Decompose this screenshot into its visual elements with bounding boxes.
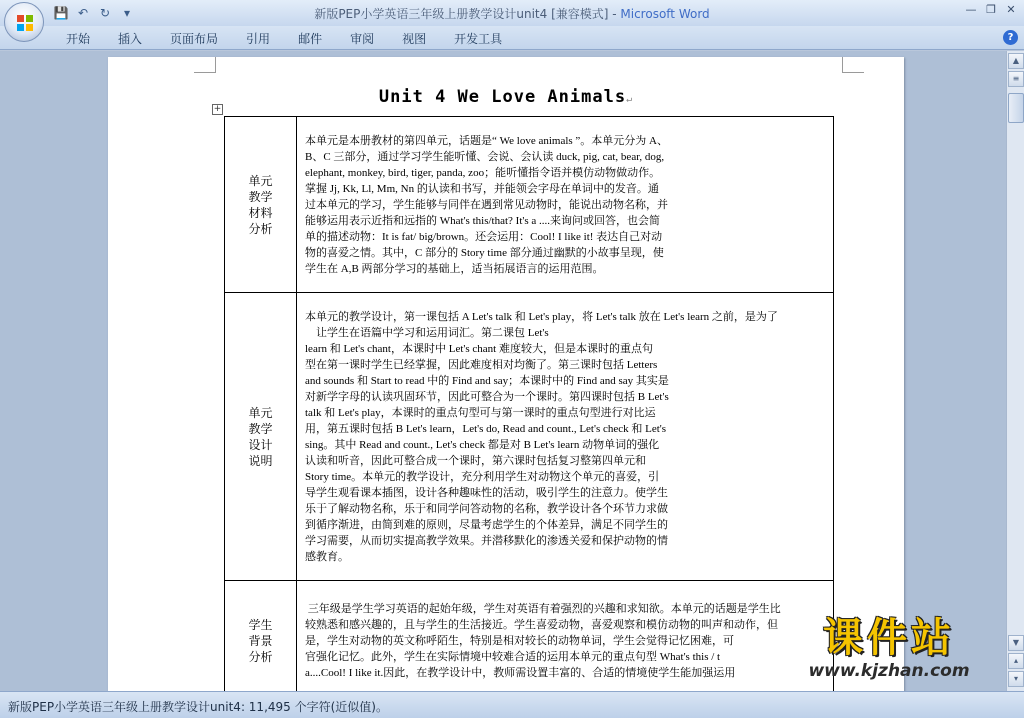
document-heading: Unit 4 We Love Animals↵: [378, 87, 634, 107]
status-text: 新版PEP小学英语三年级上册教学设计unit4: 11,495 个字符(近似值)。: [8, 700, 388, 714]
watermark-text: 课件站: [823, 615, 955, 661]
row-content[interactable]: [297, 293, 834, 581]
app-name: Microsoft Word: [620, 7, 710, 21]
row-label-char: 分析: [248, 221, 273, 236]
content-line: 是，学生对动物的英文称呼陌生，特别是相对较长的动物单词，学生会觉得记忆困难，可: [305, 634, 734, 647]
crop-mark: [842, 57, 864, 73]
tab-6[interactable]: 视图: [402, 32, 427, 46]
table-row: [225, 581, 834, 692]
row-label[interactable]: [225, 581, 297, 692]
row-label-char: 分析: [248, 649, 273, 664]
row-content[interactable]: [297, 117, 834, 293]
content-line: Story time。本单元的教学设计，充分利用学生对动物这个单元的喜爱，引: [305, 470, 660, 483]
tab-4[interactable]: 邮件: [298, 32, 323, 46]
row-label-char: 材料: [248, 205, 273, 220]
content-line: 掌握 Jj, Kk, Ll, Mm, Nn 的认读和书写，并能领会字母在单词中的发音。通: [305, 182, 659, 195]
window-title: [0, 5, 1024, 22]
table-row: [225, 293, 834, 581]
row-label[interactable]: [225, 117, 297, 293]
content-line: 型在第一课时学生已经掌握，因此难度相对均衡了。第三课时包括 Letters: [305, 358, 658, 371]
tab-5[interactable]: 审阅: [350, 32, 375, 46]
row-content[interactable]: [297, 581, 834, 692]
help-icon[interactable]: ?: [1003, 30, 1018, 45]
tab-2[interactable]: 页面布局: [170, 32, 219, 46]
table-move-handle-icon[interactable]: +: [213, 104, 222, 114]
scroll-thumb[interactable]: [1008, 93, 1024, 123]
content-line: 单的描述动物：It is fat/ big/brown。还会运用：Cool! I like it! 表达自己对动: [305, 230, 663, 243]
scroll-down-icon[interactable]: ▼: [1008, 635, 1024, 651]
content-line: 官强化记忆。此外，学生在实际情境中较难合适的运用本单元的重点句型 What's this / t: [305, 650, 721, 663]
content-line: 对新学字母的认读巩固环节，因此可整合为一个课时。第四课时包括 B Let's: [305, 390, 669, 403]
table-row: [225, 117, 834, 293]
redo-icon[interactable]: ↻: [99, 6, 111, 20]
row-label-char: 学生: [248, 617, 273, 632]
content-line: 用，第五课时包括 B Let's learn，Let's do, Read and count., Let's check 和 Let's: [305, 422, 667, 435]
content-line: sing。其中 Read and count., Let's check 都是对 B Let's learn 动物单词的强化: [305, 438, 660, 451]
row-label-char: 教学: [248, 189, 273, 204]
row-label-char: 教学: [248, 421, 273, 436]
content-line: 过本单元的学习，学生能够与同伴在遇到常见动物时，能说出动物名称，并: [305, 198, 668, 211]
content-line: 导学生观看课本插图，设计各种趣味性的活动，吸引学生的注意力。使学生: [305, 486, 668, 499]
office-button[interactable]: [4, 2, 44, 42]
ribbon: [0, 26, 1024, 50]
close-icon[interactable]: ✕: [1006, 3, 1016, 16]
content-line: 本单元是本册教材的第四单元，话题是“ We love animals ”。本单元分为 A、: [305, 134, 668, 147]
content-line: elephant, monkey, bird, tiger, panda, zoo；能听懂指令语并模仿动物做动作。: [305, 166, 661, 179]
content-line: 乐于了解动物名称，乐于和同学问答动物的名称，教学设计各个环节力求做: [305, 502, 668, 515]
watermark-logo: [776, 615, 1002, 689]
next-page-icon[interactable]: ▾: [1008, 671, 1024, 687]
content-line: 学生在 A,B 两部分学习的基础上，适当拓展语言的运用范围。: [305, 262, 604, 275]
content-line: 三年级是学生学习英语的起始年级，学生对英语有着强烈的兴趣和求知欲。本单元的话题是学生比: [305, 602, 781, 615]
content-line: and sounds 和 Start to read 中的 Find and say；本课时中的 Find and say 其实是: [305, 374, 669, 387]
minimize-icon[interactable]: —: [965, 3, 977, 16]
watermark-url: www.kjzhan.com: [808, 661, 970, 681]
content-line: a....Cool! I like it.因此，在教学设计中，教师需设置丰富的、合适的情境使学生能加强运用: [305, 666, 736, 679]
tab-1[interactable]: 插入: [118, 32, 143, 46]
undo-icon[interactable]: ↶: [77, 6, 89, 20]
content-line: learn 和 Let's chant，本课时中 Let's chant 难度较大，但是本课时的重点句: [305, 342, 653, 355]
customize-qat-icon[interactable]: ▾: [123, 6, 131, 20]
title-bar: [0, 0, 1024, 26]
restore-icon[interactable]: ❐: [986, 3, 996, 16]
content-line: 较熟悉和感兴趣的，且与学生的生活接近。学生喜爱动物，喜爱观察和模仿动物的叫声和动作，但: [305, 618, 778, 631]
content-line: 能够运用表示近指和远指的 What's this/that? It's a ....来询问或回答，也会简: [305, 214, 661, 227]
row-label-char: 单元: [248, 173, 273, 188]
office-logo-icon: [15, 13, 35, 33]
content-line: 本单元的教学设计，第一课包括 A Let's talk 和 Let's play，将 Let's talk 放在 Let's learn 之前，是为了: [305, 310, 778, 323]
row-label-char: 单元: [248, 405, 273, 420]
content-line: 感教育。: [305, 550, 349, 563]
content-line: 到循序渐进，由简到难的原则，尽量考虑学生的个体差异，满足不同学生的: [305, 518, 668, 531]
ribbon-tabs: [52, 30, 516, 48]
ruler-toggle-icon[interactable]: ≡: [1008, 71, 1024, 87]
status-bar: [0, 691, 1024, 718]
row-label-char: 背景: [248, 633, 273, 648]
content-line: talk 和 Let's play，本课时的重点句型可与第一课时的重点句型进行对比运: [305, 406, 656, 419]
document-page[interactable]: [108, 57, 904, 691]
content-line: 认读和听音，因此可整合成一个课时，第六课时包括复习整第四单元和: [305, 454, 646, 467]
row-label-char: 说明: [248, 453, 273, 468]
document-title: 新版PEP小学英语三年级上册教学设计unit4 [兼容模式] -: [314, 7, 621, 21]
tab-0[interactable]: 开始: [66, 32, 91, 46]
document-heading-text: Unit 4 We Love Animals: [378, 87, 627, 107]
row-label[interactable]: [225, 293, 297, 581]
lesson-table: [224, 116, 834, 691]
window-controls: [962, 2, 1020, 18]
content-line: 物的喜爱之情。其中，C 部分的 Story time 部分通过幽默的小故事呈现，使: [305, 246, 664, 259]
scroll-up-icon[interactable]: ▲: [1008, 53, 1024, 69]
row-label-char: 设计: [248, 437, 273, 452]
vertical-scrollbar[interactable]: [1006, 51, 1024, 691]
document-area[interactable]: [0, 51, 1006, 691]
content-line: 让学生在语篇中学习和运用词汇。第二课包 Let's: [305, 326, 549, 339]
tab-3[interactable]: 引用: [246, 32, 271, 46]
crop-mark: [194, 57, 216, 73]
content-line: 学习需要，从而切实提高教学效果。并潜移默化的渗透关爱和保护动物的情: [305, 534, 668, 547]
tab-7[interactable]: 开发工具: [454, 32, 503, 46]
prev-page-icon[interactable]: ▴: [1008, 653, 1024, 669]
content-line: B、C 三部分，通过学习学生能听懂、会说、会认读 duck, pig, cat, bear, dog,: [305, 150, 665, 163]
save-icon[interactable]: 💾: [53, 6, 69, 20]
